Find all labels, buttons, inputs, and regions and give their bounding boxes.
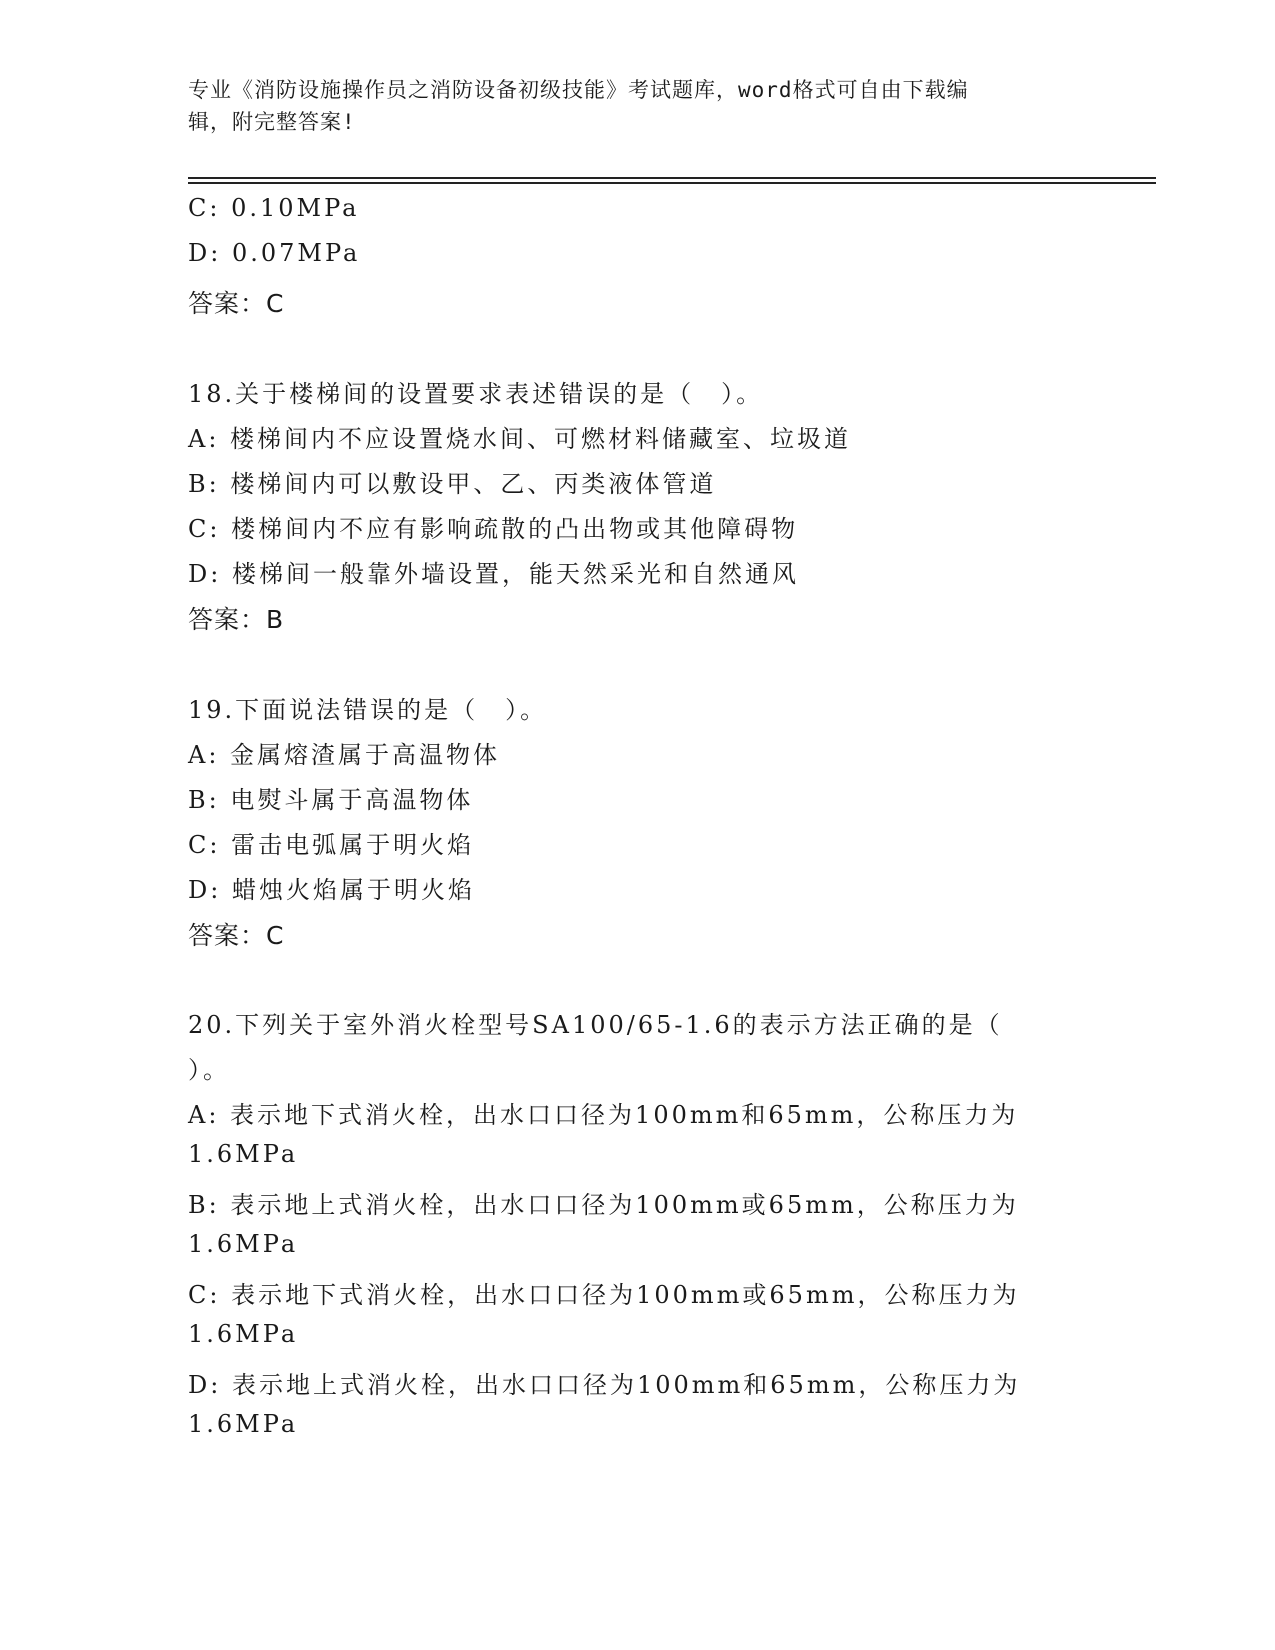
q18-answer: 答案：B xyxy=(188,605,285,634)
prev-answer: 答案：C xyxy=(188,289,285,318)
q19-option-c: C: 雷击电弧属于明火焰 xyxy=(188,831,475,859)
q20-option-d-cont: 1.6MPa xyxy=(188,1410,299,1438)
q20-stem: 20.下列关于室外消火栓型号SA100/65-1.6的表示方法正确的是（ xyxy=(188,1011,1003,1039)
q20-option-d: D: 表示地上式消火栓，出水口口径为100mm和65mm，公称压力为 xyxy=(188,1371,1021,1399)
q20-option-c: C: 表示地下式消火栓，出水口口径为100mm或65mm，公称压力为 xyxy=(188,1281,1020,1309)
prev-option-c: C: 0.10MPa xyxy=(188,194,360,222)
header-divider-bottom xyxy=(188,182,1156,184)
document-header xyxy=(188,74,1088,138)
header-line-2: 辑，附完整答案! xyxy=(188,110,356,134)
q18-option-a: A: 楼梯间内不应设置烧水间、可燃材料储藏室、垃圾道 xyxy=(188,425,852,453)
q20-stem-cont: ）。 xyxy=(188,1056,230,1084)
header-line-1: 专业《消防设施操作员之消防设备初级技能》考试题库，word格式可自由下载编 xyxy=(188,78,969,102)
q20-option-c-cont: 1.6MPa xyxy=(188,1320,299,1348)
q19-option-a: A: 金属熔渣属于高温物体 xyxy=(188,741,501,769)
q18-option-d: D: 楼梯间一般靠外墙设置，能天然采光和自然通风 xyxy=(188,560,799,588)
q19-stem: 19.下面说法错误的是（ ）。 xyxy=(188,696,548,724)
q18-stem: 18.关于楼梯间的设置要求表述错误的是（ ）。 xyxy=(188,380,764,408)
q18-option-c: C: 楼梯间内不应有影响疏散的凸出物或其他障碍物 xyxy=(188,515,799,543)
q18-option-b: B: 楼梯间内可以敷设甲、乙、丙类液体管道 xyxy=(188,470,717,498)
q20-option-b: B: 表示地上式消火栓，出水口口径为100mm或65mm，公称压力为 xyxy=(188,1191,1019,1219)
header-divider-top xyxy=(188,177,1156,179)
prev-option-d: D: 0.07MPa xyxy=(188,239,361,267)
q19-answer: 答案：C xyxy=(188,921,285,950)
q20-option-a-cont: 1.6MPa xyxy=(188,1140,299,1168)
q20-option-b-cont: 1.6MPa xyxy=(188,1230,299,1258)
q19-option-d: D: 蜡烛火焰属于明火焰 xyxy=(188,876,475,904)
q19-option-b: B: 电熨斗属于高温物体 xyxy=(188,786,474,814)
q20-option-a: A: 表示地下式消火栓，出水口口径为100mm和65mm，公称压力为 xyxy=(188,1101,1019,1129)
